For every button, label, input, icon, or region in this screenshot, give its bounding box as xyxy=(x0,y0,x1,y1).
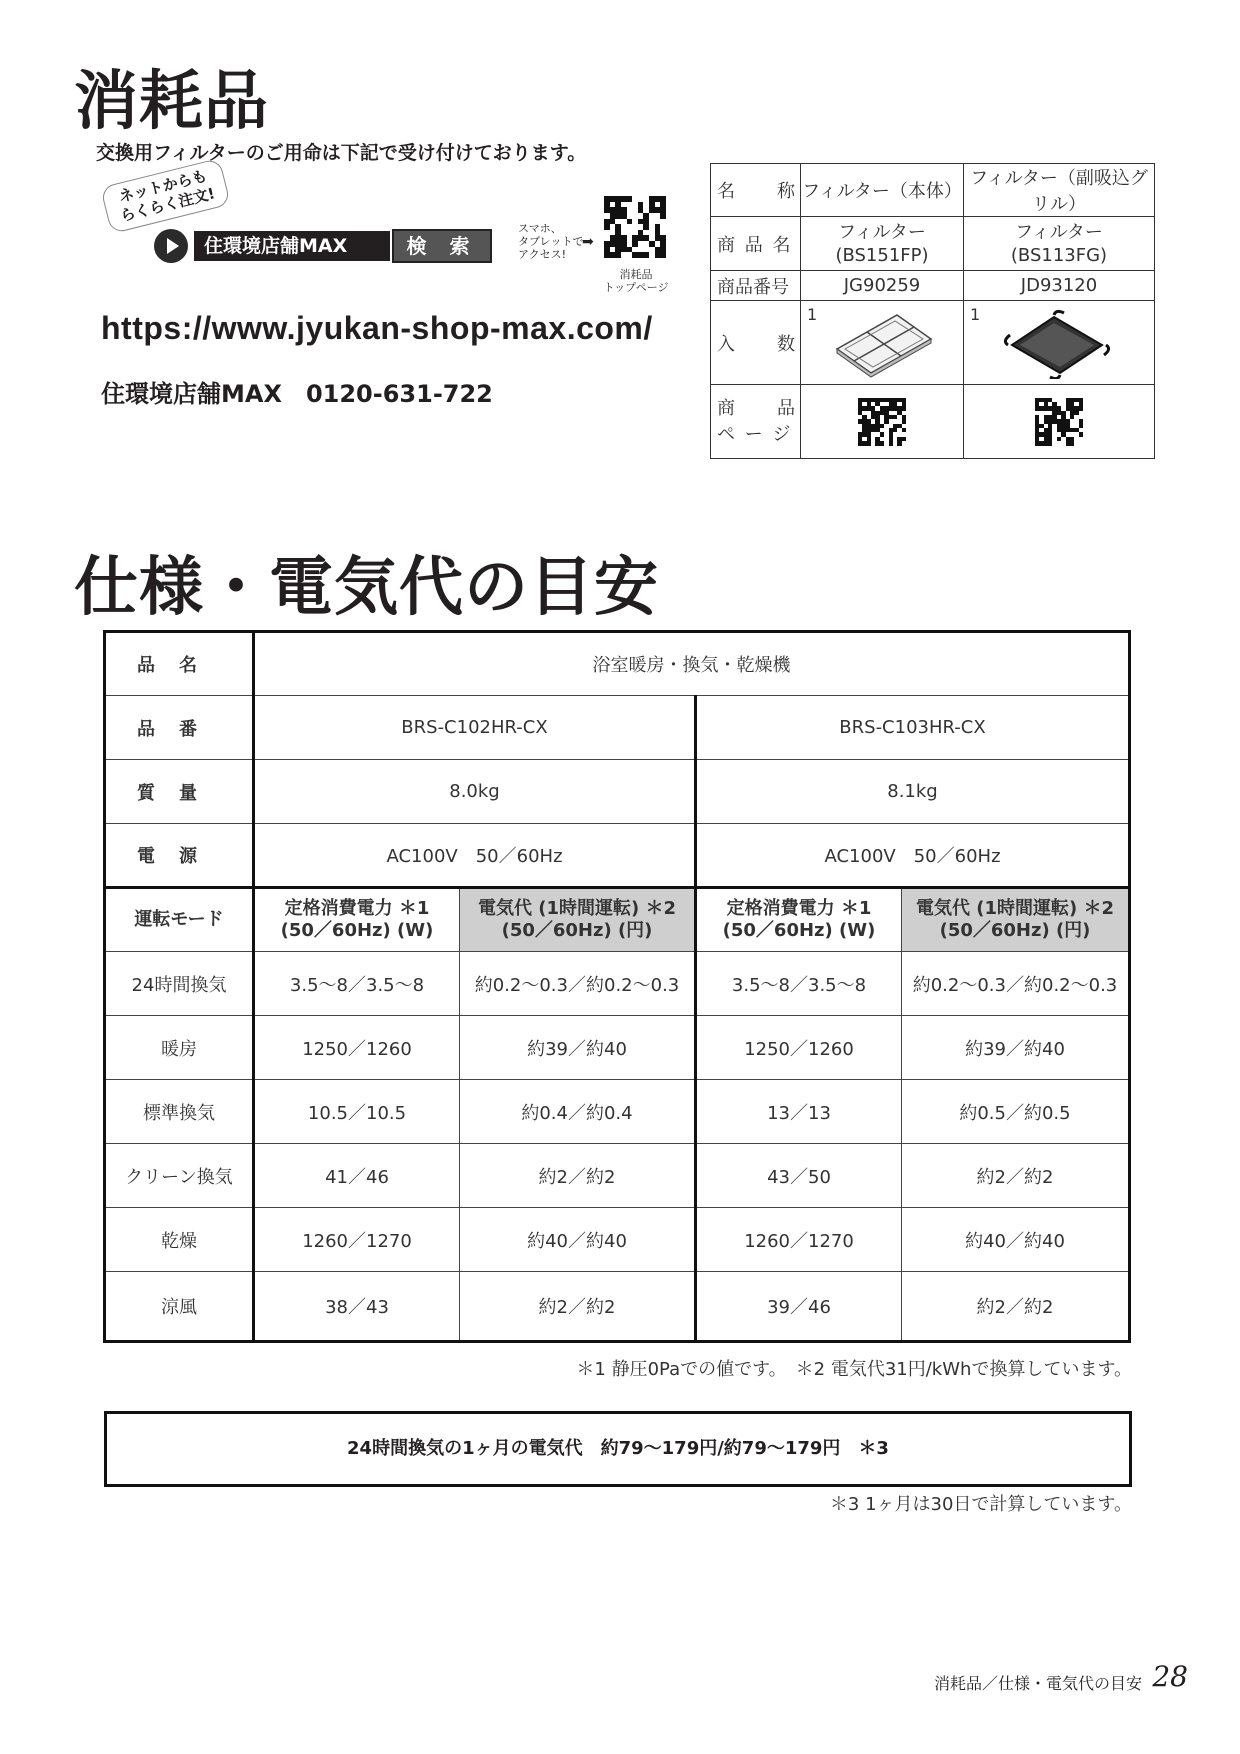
product-name-main: フィルター (BS151FP) xyxy=(801,217,964,271)
power-b: 43／50 xyxy=(696,1144,902,1208)
rated-power-header-a: 定格消費電力 ＊1 (50／60Hz) (W) xyxy=(254,888,460,952)
search-field[interactable]: 住環境店舗MAX xyxy=(194,231,390,261)
table-row xyxy=(105,1272,1130,1342)
cost-b: 約2／約2 xyxy=(902,1144,1130,1208)
product-name-grill: フィルター (BS113FG) xyxy=(964,217,1155,271)
model-a: BRS-C102HR-CX xyxy=(254,696,696,760)
table-row xyxy=(105,1080,1130,1144)
cost-a: 約0.4／約0.4 xyxy=(460,1080,696,1144)
power-a: 3.5〜8／3.5〜8 xyxy=(254,952,460,1016)
table-row xyxy=(105,1016,1130,1080)
filter-grill-image xyxy=(1002,309,1122,379)
power-b: 1250／1260 xyxy=(696,1016,902,1080)
cost-a: 約2／約2 xyxy=(460,1272,696,1342)
mode-label: クリーン換気 xyxy=(105,1144,254,1208)
product-number-label: 商品番号 xyxy=(711,271,801,301)
table-row xyxy=(105,1144,1130,1208)
power-source-b: AC100V 50／60Hz xyxy=(696,824,1130,888)
product-number-main: JG90259 xyxy=(801,271,964,301)
monthly-footnote: ＊3 1ヶ月は30日で計算しています。 xyxy=(829,1494,1132,1515)
product-number-grill: JD93120 xyxy=(964,271,1155,301)
model-b: BRS-C103HR-CX xyxy=(696,696,1130,760)
mode-label: 乾燥 xyxy=(105,1208,254,1272)
filter-main-image xyxy=(823,309,943,379)
mode-header: 運転モード xyxy=(105,888,254,952)
mode-label: 標準換気 xyxy=(105,1080,254,1144)
quantity-main: 1 xyxy=(807,305,818,324)
cost-a: 約2／約2 xyxy=(460,1144,696,1208)
power-b: 39／46 xyxy=(696,1272,902,1342)
quantity-grill: 1 xyxy=(970,305,981,324)
row-label-model: 品番 xyxy=(105,696,254,760)
cost-a: 約0.2〜0.3／約0.2〜0.3 xyxy=(460,952,696,1016)
qr-code-main-filter[interactable] xyxy=(858,398,906,446)
weight-a: 8.0kg xyxy=(254,760,696,824)
spec-table xyxy=(103,630,1131,1343)
cost-b: 約2／約2 xyxy=(902,1272,1130,1342)
power-source-a: AC100V 50／60Hz xyxy=(254,824,696,888)
product-name-label: 商 品 名 xyxy=(711,217,801,271)
shop-phone: 住環境店舗MAX 0120-631-722 xyxy=(101,380,493,408)
qr-code-grill-filter[interactable] xyxy=(1035,398,1083,446)
weight-b: 8.1kg xyxy=(696,760,1130,824)
header-filter-grill: フィルター（副吸込グリル） xyxy=(964,164,1155,217)
section-title-spec: 仕様・電気代の目安 xyxy=(74,551,659,625)
smartphone-note: スマホ、 タブレットで アクセス! xyxy=(518,222,584,261)
net-order-tag: ネットからも らくらく注文! xyxy=(100,158,231,234)
qr-caption: 消耗品 トップページ xyxy=(603,268,669,294)
shop-url[interactable]: https://www.jyukan-shop-max.com/ xyxy=(101,310,653,346)
product-page-main xyxy=(801,385,964,459)
row-label-product-name: 品名 xyxy=(105,632,254,696)
header-filter-main: フィルター（本体） xyxy=(801,164,964,217)
search-button[interactable]: 検 索 xyxy=(392,229,492,263)
qr-code-top[interactable] xyxy=(604,196,666,258)
quantity-cell-grill xyxy=(964,301,1155,385)
consumables-subtitle: 交換用フィルターのご用命は下記で受け付けております。 xyxy=(96,142,587,164)
mode-label: 暖房 xyxy=(105,1016,254,1080)
spec-footnote: ＊1 静圧0Paでの値です。 ＊2 電気代31円/kWhで換算しています。 xyxy=(576,1359,1132,1380)
row-label-weight: 質量 xyxy=(105,760,254,824)
power-b: 3.5〜8／3.5〜8 xyxy=(696,952,902,1016)
quantity-label: 入 数 xyxy=(711,301,801,385)
electricity-cost-header-b: 電気代 (1時間運転) ＊2 (50／60Hz) (円) xyxy=(902,888,1130,952)
table-row xyxy=(105,1208,1130,1272)
product-name-value: 浴室暖房・換気・乾燥機 xyxy=(254,632,1130,696)
cost-b: 約39／約40 xyxy=(902,1016,1130,1080)
table-row xyxy=(105,952,1130,1016)
electricity-cost-header-a: 電気代 (1時間運転) ＊2 (50／60Hz) (円) xyxy=(460,888,696,952)
power-a: 38／43 xyxy=(254,1272,460,1342)
cost-a: 約39／約40 xyxy=(460,1016,696,1080)
cost-b: 約0.5／約0.5 xyxy=(902,1080,1130,1144)
power-a: 1260／1270 xyxy=(254,1208,460,1272)
mode-label: 涼風 xyxy=(105,1272,254,1342)
power-b: 13／13 xyxy=(696,1080,902,1144)
section-title-consumables: 消耗品 xyxy=(74,65,269,139)
arrow-icon: ➡ xyxy=(582,234,594,250)
consumables-table xyxy=(710,163,1155,459)
product-page-grill xyxy=(964,385,1155,459)
row-label-power-source: 電源 xyxy=(105,824,254,888)
power-a: 41／46 xyxy=(254,1144,460,1208)
cost-b: 約0.2〜0.3／約0.2〜0.3 xyxy=(902,952,1130,1016)
mode-label: 24時間換気 xyxy=(105,952,254,1016)
cost-a: 約40／約40 xyxy=(460,1208,696,1272)
header-name-label: 名 称 xyxy=(711,164,801,217)
power-a: 1250／1260 xyxy=(254,1016,460,1080)
footer-text: 消耗品／仕様・電気代の目安 xyxy=(933,1674,1142,1693)
quantity-cell-main xyxy=(801,301,964,385)
power-b: 1260／1270 xyxy=(696,1208,902,1272)
rated-power-header-b: 定格消費電力 ＊1 (50／60Hz) (W) xyxy=(696,888,902,952)
cost-b: 約40／約40 xyxy=(902,1208,1130,1272)
play-icon xyxy=(154,229,188,263)
monthly-cost-box: 24時間換気の1ヶ月の電気代 約79〜179円/約79〜179円 ＊3 xyxy=(104,1411,1132,1487)
page-number: 28 xyxy=(1152,1660,1188,1693)
product-page-label: 商 品 ペ ー ジ xyxy=(711,385,801,459)
power-a: 10.5／10.5 xyxy=(254,1080,460,1144)
